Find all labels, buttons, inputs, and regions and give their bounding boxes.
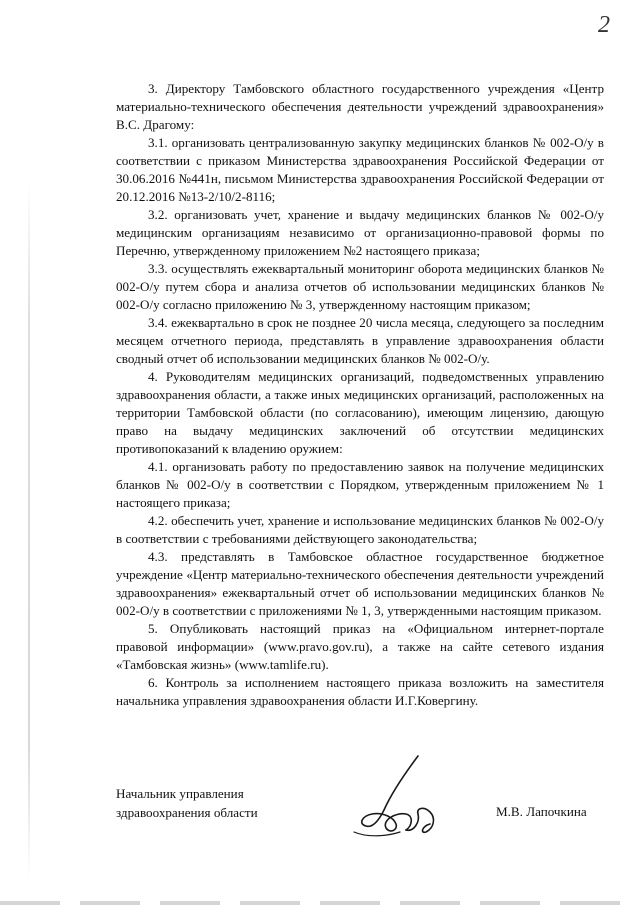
signatory-name: М.В. Лапочкина [496, 804, 587, 819]
paragraph-4-3: 4.3. представлять в Тамбовское областное государственное бюджетное учреждение «Центр материально-технического обеспечения деятельности учреждений здравоохранения» ежеквартальный отчет об использовании медицинских бланков № 002-О/у в соответствии с приложениями № 1, 3, утвержденными настоящим приказом. [116, 549, 604, 618]
signatory-title-line1: Начальник управления [116, 786, 244, 801]
paragraph-3-4: 3.4. ежеквартально в срок не позднее 20 числа месяца, следующего за последним месяцем отчетного периода, представлять в управление здравоохранения области сводный отчет об использовании медицинских бланков № 002-О/у. [116, 315, 604, 366]
paragraph-4-1: 4.1. организовать работу по предоставлению заявок на получение медицинских бланков № 002-О/у в соответствии с Порядком, утвержденным приложением № 1 настоящего приказа; [116, 459, 604, 510]
paragraph-4-2: 4.2. обеспечить учет, хранение и использование медицинских бланков № 002-О/у в соответствии с требованиями действующего законодательства; [116, 513, 604, 546]
paragraph-3-2: 3.2. организовать учет, хранение и выдачу медицинских бланков № 002-О/у медицинским организациям независимо от организационно-правовой формы по Перечню, утвержденному приложением №2 настоящего приказа; [116, 207, 604, 258]
paragraph-6: 6. Контроль за исполнением настоящего приказа возложить на заместителя начальника управления здравоохранения области И.Г.Ковергину. [116, 675, 604, 708]
paragraph-3: 3. Директору Тамбовского областного государственного учреждения «Центр материально-технического обеспечения деятельности учреждений здравоохранения» В.С. Драгому: [116, 81, 604, 132]
paragraph-3-1: 3.1. организовать централизованную закупку медицинских бланков № 002-О/у в соответствии с приказом Министерства здравоохранения Российской Федерации от 30.06.2016 №441н, письмом Министерства здравоохранения Российской Федерации от 20.12.2016 №13-2/10/2-8116; [116, 135, 604, 204]
paragraph-5: 5. Опубликовать настоящий приказ на «Официальном интернет-портале правовой информации» (www.pravo.gov.ru), а также на сайте сетевого издания «Тамбовская жизнь» (www.tamlife.ru). [116, 621, 604, 672]
paragraph-4: 4. Руководителям медицинских организаций, подведомственных управлению здравоохранения области, а также иных медицинских организаций, расположенных на территории Тамбовской области (по согласованию), имеющим лицензию, дающую право на выдачу медицинских заключений об отсутствии медицинских противопоказаний к владению оружием: [116, 369, 604, 456]
page-number: 2 [598, 12, 610, 38]
scan-edge-shadow [28, 180, 30, 880]
signatory-title [116, 784, 258, 822]
document-body [116, 80, 604, 710]
scan-bottom-edge [0, 901, 640, 905]
handwritten-signature [348, 752, 448, 842]
signatory-title-line2: здравоохранения области [116, 805, 258, 820]
paragraph-3-3: 3.3. осуществлять ежеквартальный мониторинг оборота медицинских бланков № 002-О/у путем сбора и анализа отчетов об использовании медицинских бланков № 002-О/у согласно приложению № 3, утвержденному настоящим приказом; [116, 261, 604, 312]
